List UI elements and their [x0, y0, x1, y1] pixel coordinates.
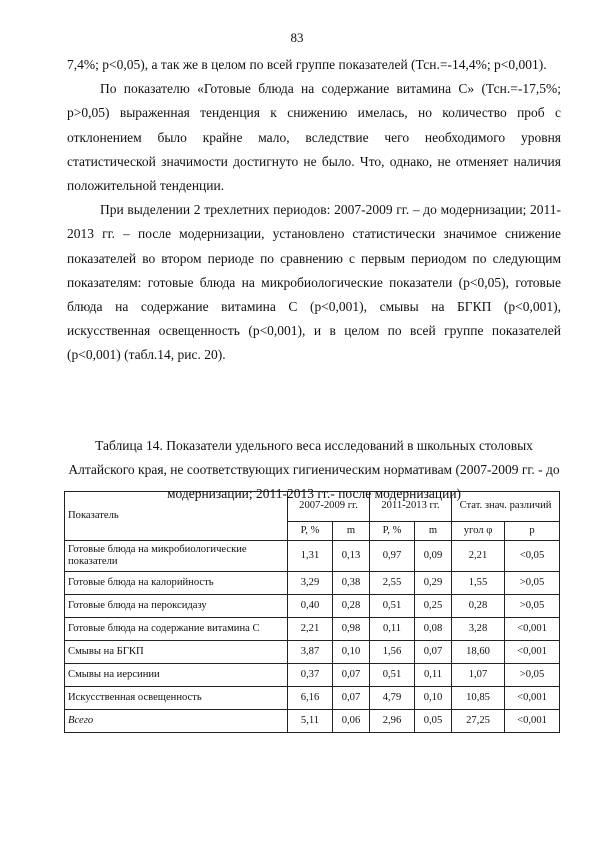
- body-text: [67, 53, 561, 368]
- cell-p2: 0,97: [370, 541, 415, 572]
- cell-angle: 18,60: [452, 641, 505, 664]
- cell-p1: 5,11: [288, 710, 333, 733]
- cell-m1: 0,07: [333, 687, 370, 710]
- header-period-2: 2011-2013 гг.: [370, 492, 452, 522]
- row-label: Готовые блюда на содержание витамина С: [65, 618, 288, 641]
- cell-p2: 0,11: [370, 618, 415, 641]
- cell-p1: 6,16: [288, 687, 333, 710]
- cell-m1: 0,13: [333, 541, 370, 572]
- cell-p-value: <0,05: [505, 541, 560, 572]
- row-label: Готовые блюда на микробиологические показатели: [65, 541, 288, 572]
- cell-angle: 0,28: [452, 595, 505, 618]
- cell-p-value: >0,05: [505, 664, 560, 687]
- row-label: Искусственная освещенность: [65, 687, 288, 710]
- subheader-p-percent-1: P, %: [288, 522, 333, 541]
- cell-p2: 0,51: [370, 595, 415, 618]
- cell-m2: 0,25: [415, 595, 452, 618]
- subheader-m-2: m: [415, 522, 452, 541]
- page-number: 83: [290, 30, 304, 45]
- row-label-total: Всего: [65, 710, 288, 733]
- cell-p2: 0,51: [370, 664, 415, 687]
- cell-angle: 10,85: [452, 687, 505, 710]
- cell-p2: 4,79: [370, 687, 415, 710]
- table-row: [65, 541, 560, 572]
- cell-p1: 0,40: [288, 595, 333, 618]
- table-row: [65, 641, 560, 664]
- table-row: [65, 595, 560, 618]
- cell-m1: 0,98: [333, 618, 370, 641]
- paragraph-continuation: 7,4%; p<0,05), а так же в целом по всей группе показателей (Тсн.=-14,4%; p<0,001).: [67, 57, 547, 72]
- table-header-row: [65, 492, 560, 522]
- row-label: Готовые блюда на пероксидазу: [65, 595, 288, 618]
- cell-angle: 2,21: [452, 541, 505, 572]
- table-row: [65, 618, 560, 641]
- cell-m2: 0,10: [415, 687, 452, 710]
- cell-angle: 3,28: [452, 618, 505, 641]
- cell-m1: 0,06: [333, 710, 370, 733]
- row-label: Готовые блюда на калорийность: [65, 572, 288, 595]
- table-caption: Таблица 14. Показатели удельного веса исследований в школьных столовых Алтайского края, не соответствующих гигиеническим нормативам (2007-2009 гг. - до модернизации; 2011-2013 гг.- после модернизации): [68, 438, 560, 502]
- table-row: [65, 687, 560, 710]
- subheader-m-1: m: [333, 522, 370, 541]
- row-label: Смывы на БГКП: [65, 641, 288, 664]
- cell-p1: 3,87: [288, 641, 333, 664]
- cell-angle: 1,07: [452, 664, 505, 687]
- header-indicator: Показатель: [65, 492, 288, 541]
- cell-m2: 0,08: [415, 618, 452, 641]
- results-table: [64, 491, 560, 733]
- cell-p1: 2,21: [288, 618, 333, 641]
- cell-p-value: >0,05: [505, 572, 560, 595]
- cell-m1: 0,10: [333, 641, 370, 664]
- table-row-total: [65, 710, 560, 733]
- cell-p-value: <0,001: [505, 618, 560, 641]
- subheader-angle: угол φ: [452, 522, 505, 541]
- cell-p2: 2,96: [370, 710, 415, 733]
- cell-p1: 0,37: [288, 664, 333, 687]
- cell-m1: 0,28: [333, 595, 370, 618]
- cell-angle: 1,55: [452, 572, 505, 595]
- cell-m2: 0,11: [415, 664, 452, 687]
- cell-p2: 2,55: [370, 572, 415, 595]
- cell-p1: 3,29: [288, 572, 333, 595]
- cell-m1: 0,07: [333, 664, 370, 687]
- cell-p-value: <0,001: [505, 710, 560, 733]
- row-label: Смывы на иерсинии: [65, 664, 288, 687]
- cell-m2: 0,29: [415, 572, 452, 595]
- cell-p-value: <0,001: [505, 641, 560, 664]
- cell-p-value: >0,05: [505, 595, 560, 618]
- table-row: [65, 664, 560, 687]
- paragraph-periods: При выделении 2 трехлетних периодов: 2007-2009 гг. – до модернизации; 2011-2013 гг. – после модернизации, установлено статистически значимое снижение показателей во втором периоде по сравнению с первым периодом по следующим показателям: готовые блюда на микробиологические показатели (p<0,05), готовые блюда на содержание витамина С (p<0,001), смывы на БГКП (p<0,001), искусственная освещенность (p<0,001), и в целом по всей группе показателей (p<0,001) (табл.14, рис. 20).: [67, 202, 561, 363]
- cell-m2: 0,09: [415, 541, 452, 572]
- header-significance: Стат. знач. различий: [452, 492, 560, 522]
- cell-m2: 0,07: [415, 641, 452, 664]
- table-row: [65, 572, 560, 595]
- subheader-p: p: [505, 522, 560, 541]
- cell-m2: 0,05: [415, 710, 452, 733]
- subheader-p-percent-2: P, %: [370, 522, 415, 541]
- cell-m1: 0,38: [333, 572, 370, 595]
- cell-p2: 1,56: [370, 641, 415, 664]
- cell-p1: 1,31: [288, 541, 333, 572]
- cell-angle: 27,25: [452, 710, 505, 733]
- header-period-1: 2007-2009 гг.: [288, 492, 370, 522]
- cell-p-value: <0,001: [505, 687, 560, 710]
- paragraph-vitamin-c: По показателю «Готовые блюда на содержание витамина С» (Тсн.=-17,5%; p>0,05) выраженная тенденция к снижению имелась, но количество проб с отклонением было крайне мало, вследствие чего необходимого уровня статистической значимости достигнуто не было. Что, однако, не отменяет наличия положительной тенденции.: [67, 81, 561, 194]
